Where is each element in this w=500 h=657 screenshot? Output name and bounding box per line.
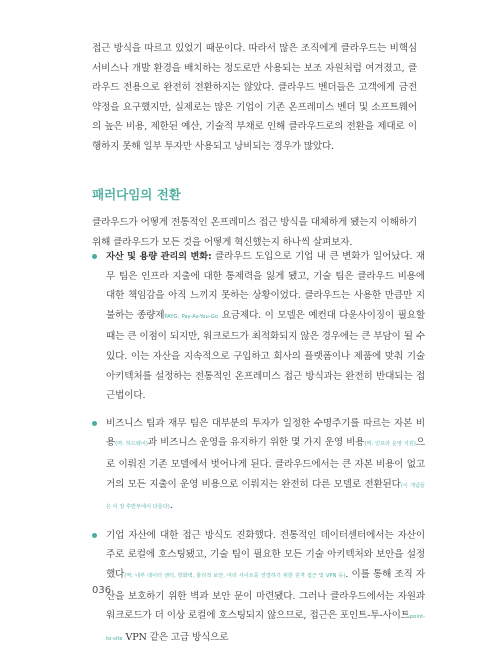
- term-annotation: point-to-site: [106, 614, 425, 642]
- list-item: [92, 526, 425, 650]
- bullet-text: .: [169, 500, 173, 512]
- bullet-label: 자산 및 용량 관리의 변화:: [106, 251, 212, 262]
- intro-paragraph: 접근 방식을 따르고 있었기 때문이다. 따라서 많은 조직에게 클라우드는 비핵심 서비스나 개발 환경을 배치하는 정도로만 사용되는 보조 자원처럼 여겨졌고, 클라우드 전용으로 완전히 전환하지는 않았다. 클라우드 벤더들은 고객에게 금전 약정을 요구했지만, 실제로는 많은 기업이 기존 온프레미스 벤더 및 소프트웨어의 높은 비용, 제한된 예산, 기술적 부채로 인해 클라우드로의 전환을 제대로 이행하지 못해 일부 투자만 사용되고 낭비되는 경우가 많았다.: [92, 43, 417, 152]
- bullet-text: 기업 자산에 대한 접근 방식도 진화했다. 전통적인 데이터센터에서는 자산이 주로 로컬에 호스팅됐고, 기술 팀이 필요한 모든 기술 아키텍처와 보안을 설정했다: [106, 529, 425, 580]
- term-annotation: (역: 내부 데이터 센터, 방화벽, 물리적 보안, 여러 사이트를 연결하기 위한 원격 접근 및 VPN 등): [124, 572, 346, 579]
- bullet-list: [92, 247, 425, 657]
- bullet-text: . 이를 통해 조직 자산을 보호하기 위한 벽과 보안 문이 마련됐다. 그러나 클라우드에서는 자원과 워크로드가 더 이상 로컬에 호스팅되지 않으므로, 접근은 포인트-투-사이트: [106, 568, 425, 622]
- bullet-text: VPN 같은 고급 방식으로: [122, 631, 229, 643]
- bullet-dot-icon: [92, 421, 97, 426]
- bullet-text: 과 비즈니스 운영을 유지하기 위한 몇 가지 운영 비용: [147, 437, 365, 449]
- lead-paragraph: 클라우드가 어떻게 전통적인 온프레미스 접근 방식을 대체하게 됐는지 이해하기 위해 클라우드가 모든 것을 어떻게 혁신했는지 하나씩 살펴보자.: [92, 217, 417, 248]
- bullet-text: 요금제다. 이 모델은 예컨대 다운사이징이 필요할 때는 큰 이점이 되지만, 워크로드가 최적화되지 않은 경우에는 큰 부담이 될 수 있다. 이는 자산을 지속적으로 구입하고 회사의 플랫폼이나 제품에 맞춰 기술 아키텍처를 설정하는 전통적인 온프레미스 접근 방식과는 완전히 반대되는 접근법이다.: [106, 309, 425, 402]
- term-annotation: (이 개념들은 이 장 후반부에서 다룬다): [106, 482, 425, 511]
- bullet-text: 으로 이뤄진 기존 모델에서 벗어나게 된다. 클라우드에서는 큰 자본 비용이 없고 거의 모든 지출이 운영 비용으로 이뤄지는 완전히 다른 모델로 전환된다: [106, 437, 425, 490]
- bullet-dot-icon: [92, 533, 97, 538]
- list-item: [92, 247, 425, 406]
- term-annotation: PAYG, Pay-As-You-Go: [164, 313, 218, 320]
- page-number: 036: [92, 585, 112, 596]
- section-heading: 패러다임의 전환: [92, 187, 181, 202]
- bullet-dot-icon: [92, 254, 97, 259]
- bullet-text: 클라우드 도입으로 기업 내 큰 변화가 일어났다. 재무 팀은 인프라 지출에 대한 통제력을 잃게 됐고, 기술 팀은 클라우드 비용에 대한 책임감을 아직 느끼지 못하는 상황이었다. 클라우드는 사용한 만큼만 지불하는 종량제: [106, 251, 425, 321]
- term-annotation: (역: 인프라 운영 지원): [364, 441, 416, 448]
- term-annotation: (역: 하드웨어): [115, 441, 148, 448]
- list-item: [92, 414, 425, 518]
- bullet-text: 비즈니스 팀과 재무 팀은 대부분의 투자가 일정한 수명주기를 따르는 자본 비용: [106, 417, 425, 449]
